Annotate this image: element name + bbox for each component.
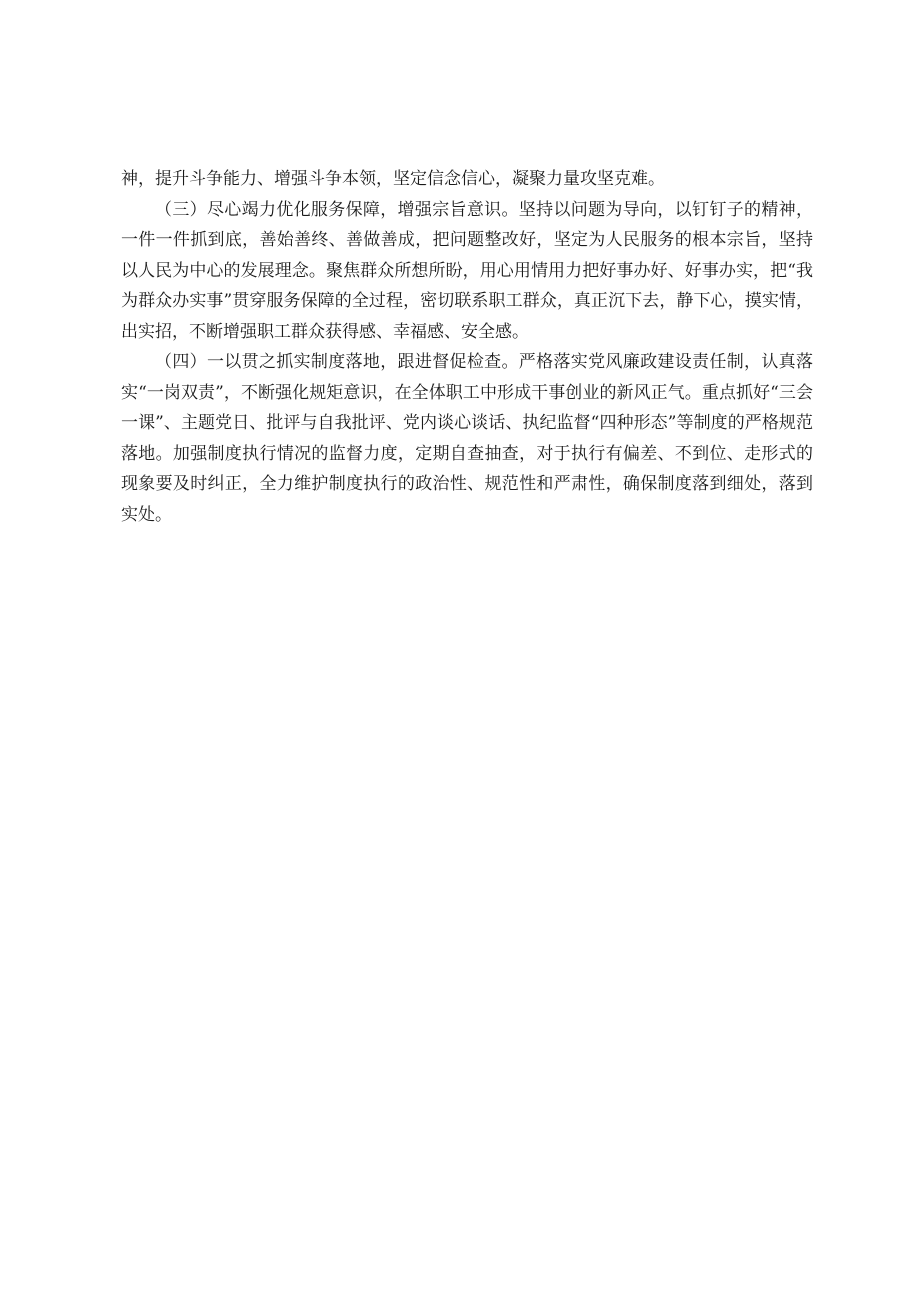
paragraph-section-3: （三）尽心竭力优化服务保障，增强宗旨意识。坚持以问题为导向，以钉钉子的精神，一件一件抓到底，善始善终、善做善成，把问题整改好，坚定为人民服务的根本宗旨，坚持以人民为中心的发展理念。聚焦群众所想所盼，用心用情用力把好事办好、好事办实，把“我为群众办实事”贯穿服务保障的全过程，密切联系职工群众，真正沉下去，静下心，摸实情，出实招，不断增强职工群众获得感、幸福感、安全感。 (121, 199, 813, 342)
paragraph-continuation: 神，提升斗争能力、增强斗争本领，坚定信念信心，凝聚力量攻坚克难。 (121, 169, 665, 189)
document-body (121, 164, 813, 530)
paragraph-section-4: （四）一以贯之抓实制度落地，跟进督促检查。严格落实党风廉政建设责任制，认真落实“一岗双责”，不断强化规矩意识，在全体职工中形成干事创业的新风正气。重点抓好“三会一课”、主题党日、批评与自我批评、党内谈心谈话、执纪监督“四种形态”等制度的严格规范落地。加强制度执行情况的监督力度，定期自查抽查，对于执行有偏差、不到位、走形式的现象要及时纠正，全力维护制度执行的政治性、规范性和严肃性，确保制度落到细处，落到实处。 (121, 352, 813, 525)
